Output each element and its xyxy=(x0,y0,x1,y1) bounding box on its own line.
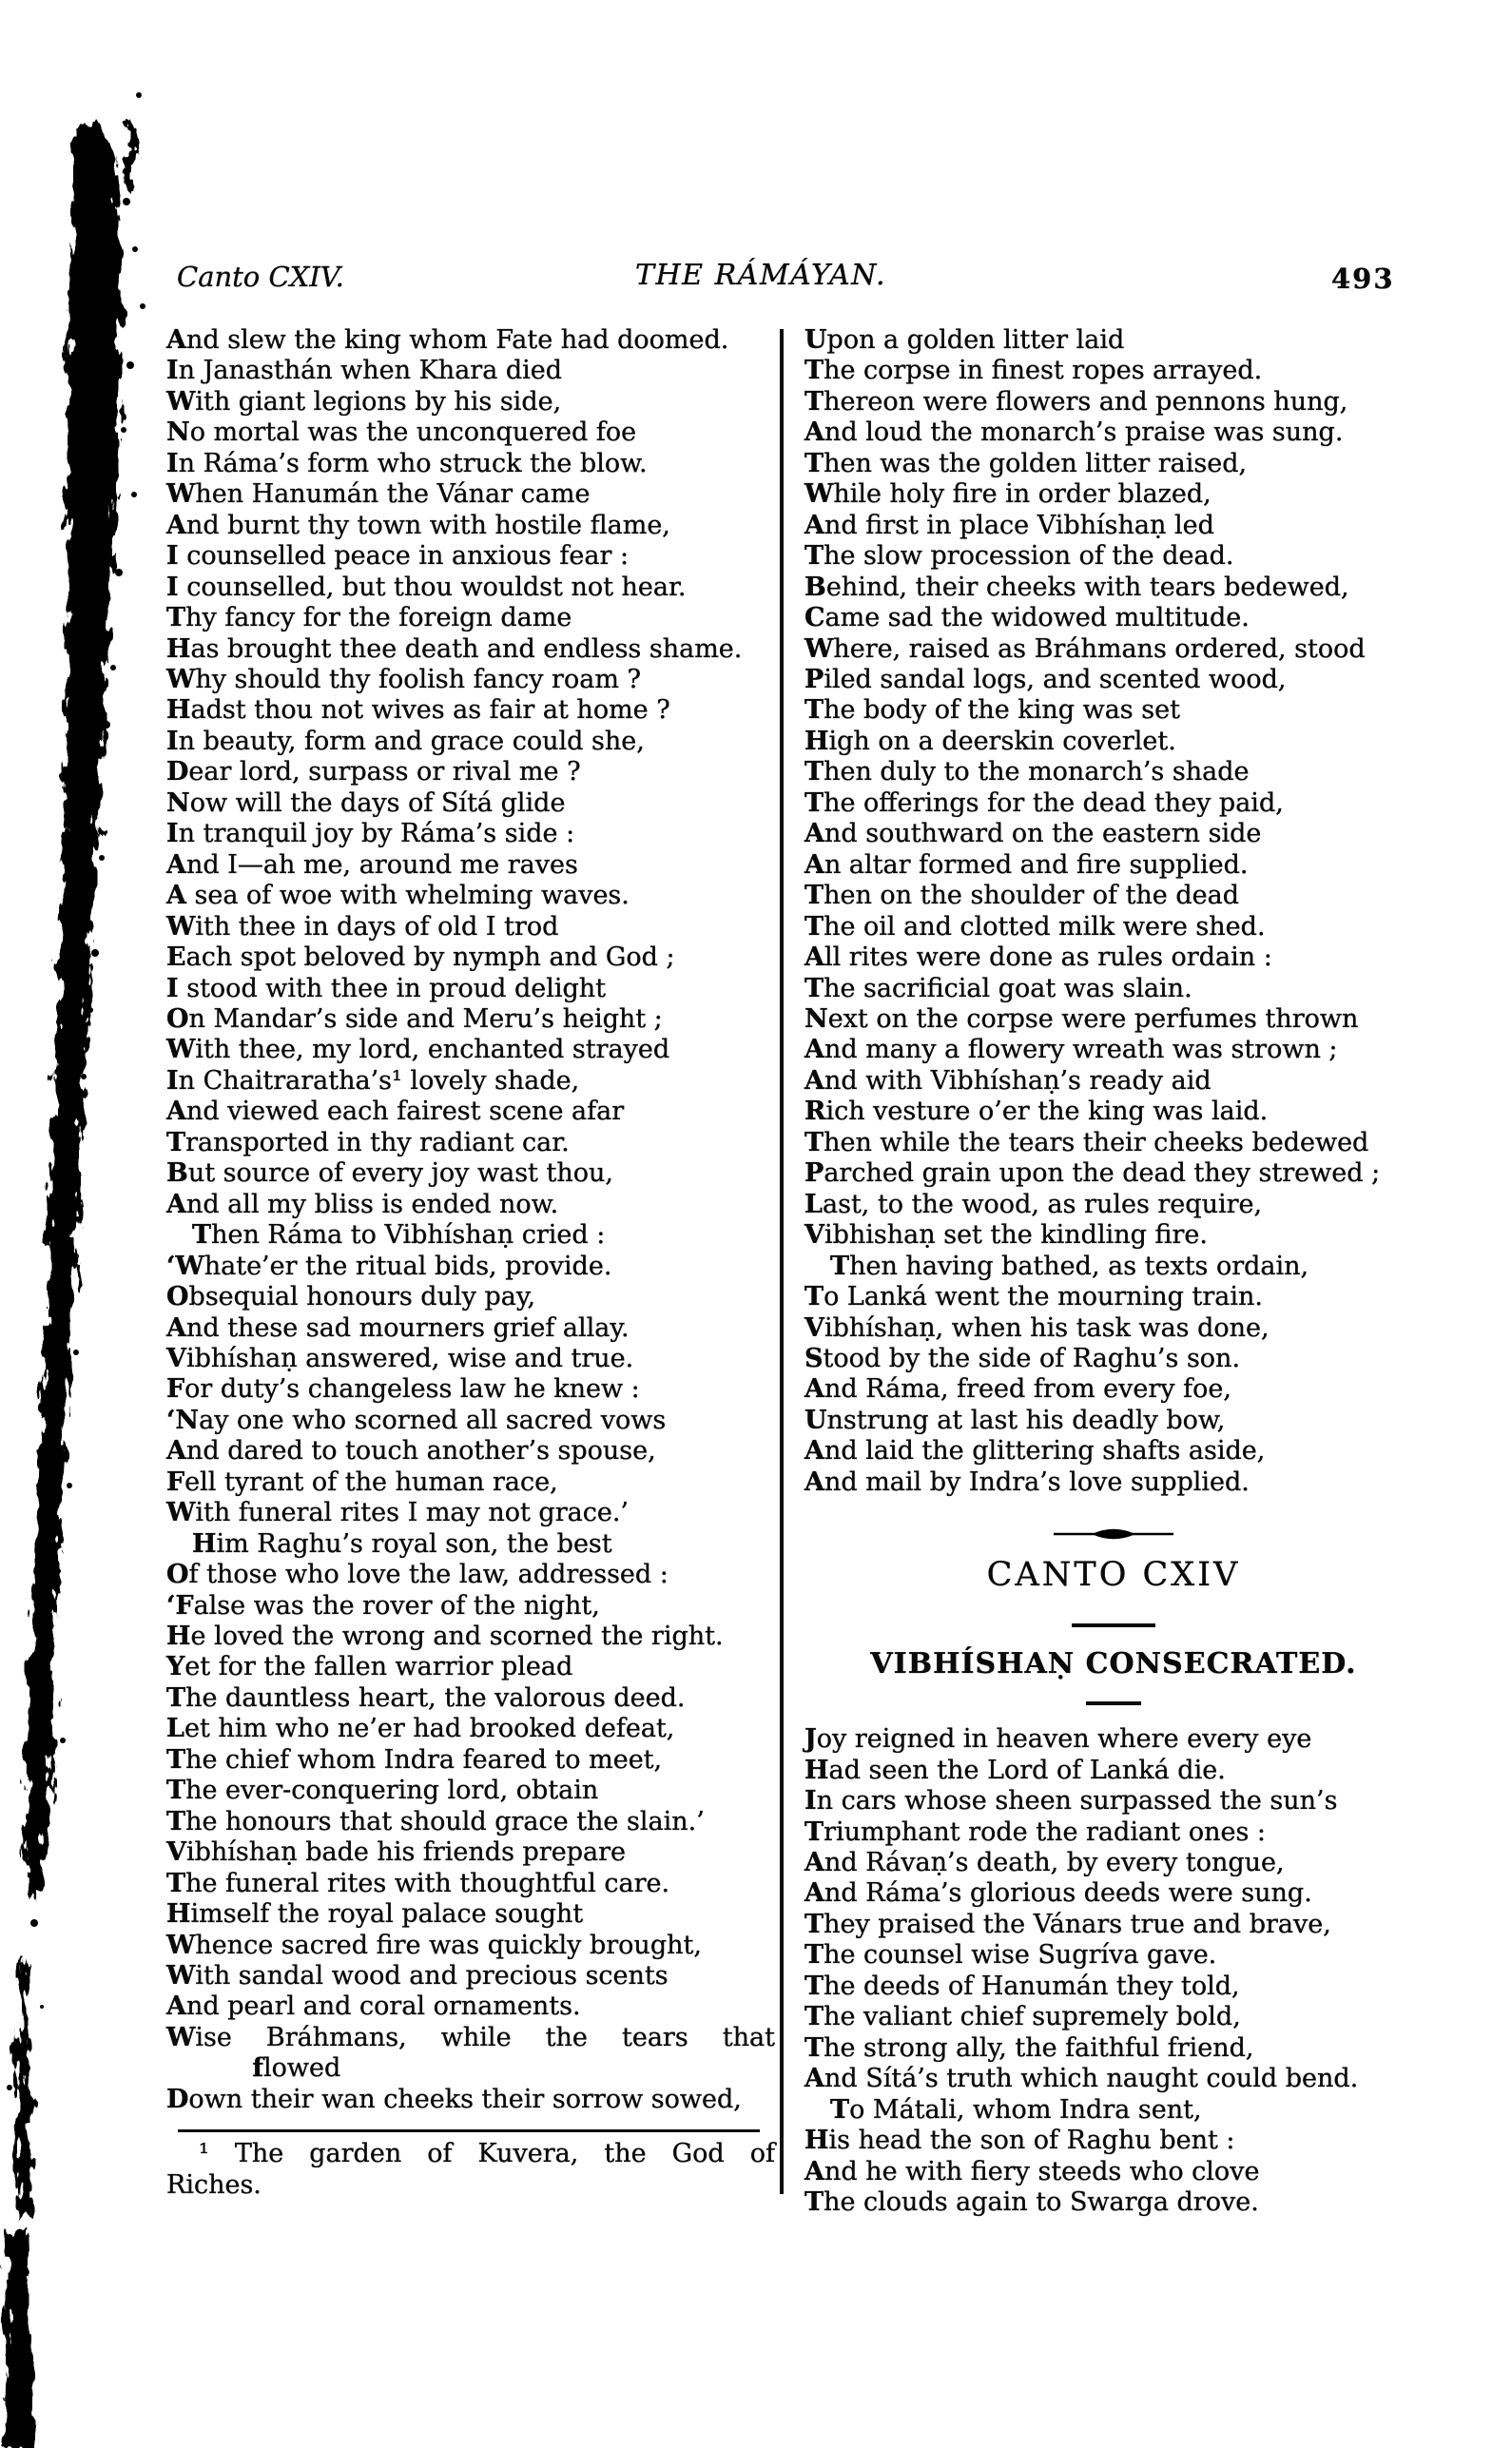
verse-line: And many a flowery wreath was strown ; xyxy=(804,1035,1338,1065)
verse-line: But source of every joy wast thou, xyxy=(166,1158,613,1189)
verse-line: The dauntless heart, the valorous deed. xyxy=(166,1682,686,1713)
verse-line: ‘Nay one who scorned all sacred vows xyxy=(166,1405,667,1435)
verse-line: When Hanumán the Vánar came xyxy=(166,479,591,510)
verse-line: Thereon were flowers and pennons hung, xyxy=(804,386,1348,417)
verse-line: Joy reigned in heaven where every eye xyxy=(804,1724,1312,1755)
verse-line: Then Ráma to Vibhíshaṇ cried : xyxy=(166,1220,606,1251)
verse-line: Stood by the side of Raghu’s son. xyxy=(804,1343,1241,1373)
verse-line: And Ráma’s glorious deeds were sung. xyxy=(804,1878,1312,1909)
verse-line: Yet for the fallen warrior plead xyxy=(166,1652,573,1682)
verse-line: An altar formed and fire supplied. xyxy=(804,849,1249,880)
verse-line: Triumphant rode the radiant ones : xyxy=(804,1817,1267,1847)
footnote xyxy=(166,2139,775,2201)
header-page-number: 493 xyxy=(1331,262,1395,295)
verse-line: Let him who ne’er had brooked defeat, xyxy=(166,1714,675,1744)
verse-line: The honours that should grace the slain.’ xyxy=(166,1806,705,1836)
verse-line: Himself the royal palace sought xyxy=(166,1899,584,1930)
canto-verse xyxy=(804,1724,1423,2218)
verse-line: And viewed each fairest scene afar xyxy=(166,1097,625,1127)
verse-line: And Rávaṇ’s death, by every tongue, xyxy=(804,1848,1285,1878)
verse-line: With thee in days of old I trod xyxy=(166,911,559,942)
verse-line: Then while the tears their cheeks bedewed xyxy=(804,1127,1369,1157)
footnote-line: Riches. xyxy=(166,2169,262,2200)
verse-line: Behind, their cheeks with tears bedewed, xyxy=(804,572,1349,602)
verse-line: High on a deerskin coverlet. xyxy=(804,726,1176,756)
verse-line: Obsequial honours duly pay, xyxy=(166,1282,536,1312)
canto-heading: CANTO CXIV xyxy=(986,1556,1241,1595)
verse-line: Next on the corpse were perfumes thrown xyxy=(804,1003,1359,1034)
verse-line: And loud the monarch’s praise was sung. xyxy=(804,418,1344,448)
verse-line: The body of the king was set xyxy=(804,695,1180,726)
verse-line: Vibhíshaṇ answered, wise and true. xyxy=(166,1343,634,1373)
verse-line: In cars whose sheen surpassed the sun’s xyxy=(804,1786,1338,1817)
verse-line: The deeds of Hanumán they told, xyxy=(804,1971,1240,2001)
verse-line: Thy fancy for the foreign dame xyxy=(166,603,572,633)
verse-line: Vibhishaṇ set the kindling fire. xyxy=(804,1220,1208,1251)
verse-line: And southward on the eastern side xyxy=(804,819,1262,849)
verse-line: With sandal wood and precious scents xyxy=(166,1961,669,1991)
footnote-line: ¹ The garden of Kuvera, the God of xyxy=(199,2139,775,2169)
verse-line: ‘Whate’er the ritual bids, provide. xyxy=(166,1251,612,1281)
verse-line: In beauty, form and grace could she, xyxy=(166,726,645,756)
verse-line: Upon a golden litter laid xyxy=(804,325,1125,355)
verse-line: ‘False was the rover of the night, xyxy=(166,1590,600,1621)
verse-line: Of those who love the law, addressed : xyxy=(166,1560,669,1590)
verse-line: Where, raised as Bráhmans ordered, stood xyxy=(804,633,1366,664)
verse-line: Then on the shoulder of the dead xyxy=(804,881,1240,911)
footnote-rule xyxy=(178,2129,760,2132)
verse-line: The funeral rites with thoughtful care. xyxy=(166,1868,670,1898)
verse-line: And these sad mourners grief allay. xyxy=(166,1312,630,1343)
verse-line: Vibhíshaṇ bade his friends prepare xyxy=(166,1837,626,1868)
verse-line: All rites were done as rules ordain : xyxy=(804,942,1272,973)
verse-line: Parched grain upon the dead they strewed ; xyxy=(804,1158,1381,1189)
verse-line: Has brought thee death and endless shame. xyxy=(166,633,743,664)
swelled-rule-icon xyxy=(1052,1527,1175,1541)
canto-heading-rule xyxy=(1072,1623,1155,1627)
verse-line: Came sad the widowed multitude. xyxy=(804,603,1250,633)
verse-line: The sacrificial goat was slain. xyxy=(804,973,1192,1003)
verse-line: Unstrung at last his deadly bow, xyxy=(804,1405,1226,1435)
right-column-verse xyxy=(804,325,1423,1498)
verse-line: Piled sandal logs, and scented wood, xyxy=(804,664,1287,694)
section-separator-ornament xyxy=(804,1526,1423,1540)
verse-line: To Lanká went the mourning train. xyxy=(804,1282,1263,1312)
verse-line: The ever-conquering lord, obtain xyxy=(166,1776,599,1806)
verse-line: The chief whom Indra feared to meet, xyxy=(166,1744,663,1775)
verse-line: The slow procession of the dead. xyxy=(804,541,1234,572)
verse-line: Then having bathed, as texts ordain, xyxy=(804,1251,1309,1281)
verse-line: In Ráma’s form who struck the blow. xyxy=(166,448,648,478)
left-column-verse xyxy=(166,325,775,2115)
verse-line: Last, to the wood, as rules require, xyxy=(804,1189,1263,1219)
verse-line: Transported in thy radiant car. xyxy=(166,1127,570,1157)
verse-line: Now will the days of Sítá glide xyxy=(166,787,566,818)
verse-line: The clouds again to Swarga drove. xyxy=(804,2187,1259,2218)
header-book-title: THE RÁMÁYAN. xyxy=(634,259,887,292)
verse-line: And first in place Vibhíshaṇ led xyxy=(804,510,1214,540)
verse-line: And dared to touch another’s spouse, xyxy=(166,1436,656,1467)
verse-line: For duty’s changeless law he knew : xyxy=(166,1374,640,1405)
verse-line: Wise Bráhmans, while the tears that xyxy=(166,2022,775,2052)
verse-line: Hadst thou not wives as fair at home ? xyxy=(166,695,670,726)
verse-line: The valiant chief supremely bold, xyxy=(804,2002,1241,2032)
verse-line: Dear lord, surpass or rival me ? xyxy=(166,757,581,787)
canto-title-rule xyxy=(1086,1701,1141,1705)
verse-line: And laid the glittering shafts aside, xyxy=(804,1436,1266,1467)
verse-line: The corpse in finest ropes arrayed. xyxy=(804,356,1263,386)
verse-line: And pearl and coral ornaments. xyxy=(166,1991,581,2022)
verse-line: His head the son of Raghu bent : xyxy=(804,2126,1235,2156)
verse-line: The counsel wise Sugríva gave. xyxy=(804,1940,1217,1971)
verse-line: In Janasthán when Khara died xyxy=(166,356,563,386)
verse-line: I counselled, but thou wouldst not hear. xyxy=(166,572,687,602)
right-column xyxy=(804,325,1423,2218)
verse-line: The strong ally, the faithful friend, xyxy=(804,2032,1254,2063)
verse-line: In tranquil joy by Ráma’s side : xyxy=(166,819,575,849)
verse-line: I stood with thee in proud delight xyxy=(166,973,607,1003)
verse-line: With thee, my lord, enchanted strayed xyxy=(166,1035,670,1065)
verse-line: And Sítá’s truth which naught could bend. xyxy=(804,2064,1359,2094)
verse-line: Whence sacred fire was quickly brought, xyxy=(166,1930,702,1960)
verse-line: And all my bliss is ended now. xyxy=(166,1189,559,1219)
verse-line: And slew the king whom Fate had doomed. xyxy=(166,325,729,355)
verse-line: He loved the wrong and scorned the right. xyxy=(166,1622,724,1652)
verse-line: And burnt thy town with hostile flame, xyxy=(166,510,670,540)
verse-line: The offerings for the dead they paid, xyxy=(804,787,1284,818)
verse-line: And Ráma, freed from every foe, xyxy=(804,1374,1231,1405)
verse-line: The oil and clotted milk were shed. xyxy=(804,911,1266,942)
header-canto-label: Canto CXIV. xyxy=(177,261,344,293)
verse-line: A sea of woe with whelming waves. xyxy=(166,881,630,911)
verse-line: Him Raghu’s royal son, the best xyxy=(166,1528,612,1559)
verse-line: Each spot beloved by nymph and God ; xyxy=(166,942,675,973)
verse-line: And he with fiery steeds who clove xyxy=(804,2156,1260,2186)
verse-line: Fell tyrant of the human race, xyxy=(166,1467,558,1497)
verse-line: No mortal was the unconquered foe xyxy=(166,418,637,448)
verse-line: On Mandar’s side and Meru’s height ; xyxy=(166,1003,663,1034)
verse-line: Then was the golden litter raised, xyxy=(804,448,1248,478)
verse-line: Down their wan cheeks their sorrow sowed, xyxy=(166,2084,742,2114)
verse-line: And with Vibhíshaṇ’s ready aid xyxy=(804,1065,1212,1096)
verse-line: I counselled peace in anxious fear : xyxy=(166,541,630,572)
verse-line: While holy fire in order blazed, xyxy=(804,479,1212,510)
verse-line: Then duly to the monarch’s shade xyxy=(804,757,1250,787)
column-divider-rule xyxy=(780,329,784,2194)
verse-line: To Mátali, whom Indra sent, xyxy=(804,2094,1202,2125)
verse-line: Vibhíshaṇ, when his task was done, xyxy=(804,1312,1270,1343)
verse-line: flowed xyxy=(166,2053,341,2084)
verse-line: They praised the Vánars true and brave, xyxy=(804,1909,1331,1939)
verse-line: Rich vesture o’er the king was laid. xyxy=(804,1097,1269,1127)
left-column xyxy=(166,325,775,2201)
verse-line: And I—ah me, around me raves xyxy=(166,849,578,880)
canto-section-title: VIBHÍSHAṆ CONSECRATED. xyxy=(870,1647,1357,1681)
verse-line: With giant legions by his side, xyxy=(166,386,562,417)
verse-line: With funeral rites I may not grace.’ xyxy=(166,1498,629,1528)
verse-line: In Chaitraratha’s¹ lovely shade, xyxy=(166,1065,580,1096)
verse-line: And mail by Indra’s love supplied. xyxy=(804,1467,1250,1497)
verse-line: Why should thy foolish fancy roam ? xyxy=(166,664,641,694)
verse-line: Had seen the Lord of Lanká die. xyxy=(804,1755,1226,1785)
